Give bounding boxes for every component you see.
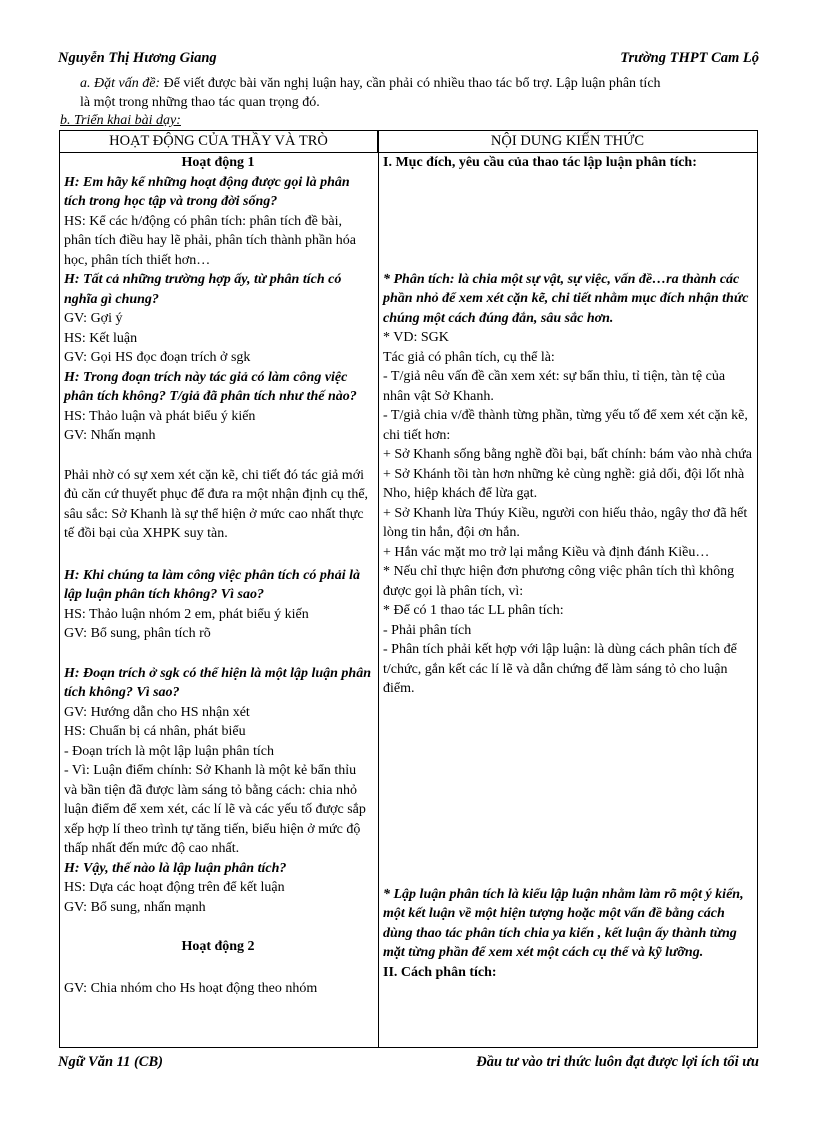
teacher-note-3: GV: Nhấn mạnh bbox=[64, 428, 156, 443]
question-1: H: Em hãy kể những hoạt động được gọi là phân tích trong học tập và trong đời sống? bbox=[64, 174, 350, 209]
content-line-2: - T/giả nêu vấn đề cần xem xét: sự bẩn thỉu, tỉ tiện, tàn tệ của nhân vật Sở Khanh. bbox=[383, 369, 726, 404]
detail-2: - Vì: Luận điểm chính: Sở Khanh là một kẻ bẩn thỉu và bần tiện đã được làm sáng tỏ bằng cách: chia nhỏ luận điểm để xem xét, các lí lẽ và các yếu tố được sắp xếp hợp lí theo trình tự tăng tiến, biểu hiện ở mức độ thấp nhất đến mức độ cao nhất. bbox=[64, 763, 366, 856]
teacher-note-4: GV: Bổ sung, phân tích rõ bbox=[64, 626, 211, 641]
question-4: H: Khi chúng ta làm công việc phân tích có phải là lập luận phân tích không? Vì sao? bbox=[64, 567, 360, 602]
content-line-6: + Sở Khanh lừa Thúy Kiều, người con hiếu thảo, ngây thơ đã hết lòng tin hắn, đội ơn hắn. bbox=[383, 505, 748, 540]
activity-1-title: Hoạt động 1 bbox=[181, 155, 255, 170]
section-b-heading: b. Triển khai bài dạy: bbox=[60, 113, 181, 128]
question-5: H: Đoạn trích ở sgk có thể hiện là một lập luận phân tích không? Vì sao? bbox=[64, 665, 372, 700]
column-divider bbox=[378, 131, 379, 1047]
student-answer-3: HS: Thảo luận và phát biểu ý kiến bbox=[64, 408, 256, 424]
footer-motto: Đầu tư vào tri thức luôn đạt được lợi ích tối ưu bbox=[476, 1054, 759, 1070]
content-column bbox=[383, 153, 753, 982]
conclusion-definition: * Lập luận phân tích là kiểu lập luận nhằm làm rõ một ý kiến, một kết luận về một hiện tượng hoặc một vấn đề bằng cách dùng thao tác phân tích chia ya kiến , kết luận ấy thành từng mặt từng phần để xem xét một cách cụ thể và kỹ lưỡng. bbox=[383, 886, 744, 960]
header-content: NỘI DUNG KIẾN THỨC bbox=[490, 133, 645, 149]
teacher-note-5: GV: Hướng dẫn cho HS nhận xét bbox=[64, 704, 250, 720]
explanation-paragraph: Phải nhờ có sự xem xét cặn kẽ, chi tiết đó tác giả mới đủ căn cứ thuyết phục để đưa ra một nhận định cụ thể, sâu sắc: Sở Khanh là sự thể hiện ở mức cao nhất thực tế đồi bại của XHPK suy tàn. bbox=[64, 467, 369, 541]
school-name: Trường THPT Cam Lộ bbox=[620, 50, 759, 66]
definition-analysis: * Phân tích: là chia một sự vật, sự việc, vấn đề…ra thành các phần nhỏ để xem xét cặn kẽ, chi tiết nhằm mục đích nhận thức chúng một cách đúng đắn, sâu sắc hơn. bbox=[383, 271, 749, 326]
content-line-8: * Nếu chỉ thực hiện đơn phương công việc phân tích thì không được gọi là phân tích, vì: bbox=[383, 564, 735, 599]
example-ref: * VD: SGK bbox=[383, 330, 449, 345]
section-1-heading: I. Mục đích, yêu cầu của thao tác lập luận phân tích: bbox=[383, 155, 697, 170]
teacher-note-7: GV: Chia nhóm cho Hs hoạt động theo nhóm bbox=[64, 980, 318, 996]
content-line-10: - Phải phân tích bbox=[383, 622, 472, 638]
student-answer-2: HS: Kết luận bbox=[64, 330, 138, 346]
question-6: H: Vậy, thế nào là lập luận phân tích? bbox=[64, 860, 287, 876]
content-line-9: * Để có 1 thao tác LL phân tích: bbox=[383, 603, 564, 618]
activity-2-title: Hoạt động 2 bbox=[181, 939, 255, 954]
teacher-note-2: GV: Gọi HS đọc đoạn trích ở sgk bbox=[64, 350, 251, 365]
content-line-7: + Hắn vác mặt mo trở lại mắng Kiều và định đánh Kiều… bbox=[383, 544, 710, 560]
intro-text-2: là một trong những thao tác quan trọng đó. bbox=[80, 95, 320, 110]
student-answer-1: HS: Kể các h/động có phân tích: phân tích đề bài, phân tích điều hay lẽ phải, phân tích thành phần hóa học, phân tích thiết hơn… bbox=[64, 213, 356, 268]
lesson-table bbox=[59, 130, 758, 1048]
question-3: H: Trong đoạn trích này tác giả có làm công việc phân tích không? T/giả đã phân tích như thế nào? bbox=[64, 369, 357, 404]
question-2: H: Tất cả những trường hợp ấy, từ phân tích có nghĩa gì chung? bbox=[64, 272, 342, 307]
teacher-note-6: GV: Bổ sung, nhấn mạnh bbox=[64, 899, 206, 915]
content-line-3: - T/giả chia v/đề thành từng phần, từng yếu tố để xem xét cặn kẽ, chi tiết hơn: bbox=[383, 408, 748, 443]
content-line-4: + Sở Khanh sống bằng nghề đồi bại, bất chính: bám vào nhà chứa bbox=[383, 447, 752, 462]
section-2-heading: II. Cách phân tích: bbox=[383, 964, 497, 980]
intro-paragraph bbox=[80, 74, 760, 112]
footer-subject: Ngữ Văn 11 (CB) bbox=[58, 1054, 163, 1070]
intro-label: a. Đặt vấn đề: bbox=[80, 76, 161, 91]
student-answer-4: HS: Thảo luận nhóm 2 em, phát biểu ý kiến bbox=[64, 606, 309, 622]
table-header-row bbox=[60, 131, 757, 153]
content-line-11: - Phân tích phải kết hợp với lập luận: là dùng cách phân tích để t/chức, gắn kết các lí lẽ và dẫn chứng để làm sáng tỏ cho luận điểm. bbox=[383, 642, 737, 696]
student-answer-6: HS: Dựa các hoạt động trên để kết luận bbox=[64, 880, 285, 895]
author-name: Nguyễn Thị Hương Giang bbox=[58, 50, 217, 66]
content-line-1: Tác giả có phân tích, cụ thể là: bbox=[383, 349, 555, 365]
teacher-note-1: GV: Gợi ý bbox=[64, 311, 123, 326]
content-line-5: + Sở Khánh tồi tàn hơn những kẻ cùng nghề: giả dối, đội lốt nhà Nho, hiệp khách để lừa gạt. bbox=[383, 466, 745, 501]
activities-column bbox=[64, 153, 372, 998]
intro-text-1: Để viết được bài văn nghị luận hay, cần phải có nhiều thao tác bổ trợ. Lập luận phân tích bbox=[160, 76, 661, 91]
detail-1: - Đoạn trích là một lập luận phân tích bbox=[64, 743, 274, 759]
header-activities: HOẠT ĐỘNG CỦA THẦY VÀ TRÒ bbox=[60, 131, 378, 152]
student-answer-5: HS: Chuẩn bị cá nhân, phát biểu bbox=[64, 724, 246, 739]
